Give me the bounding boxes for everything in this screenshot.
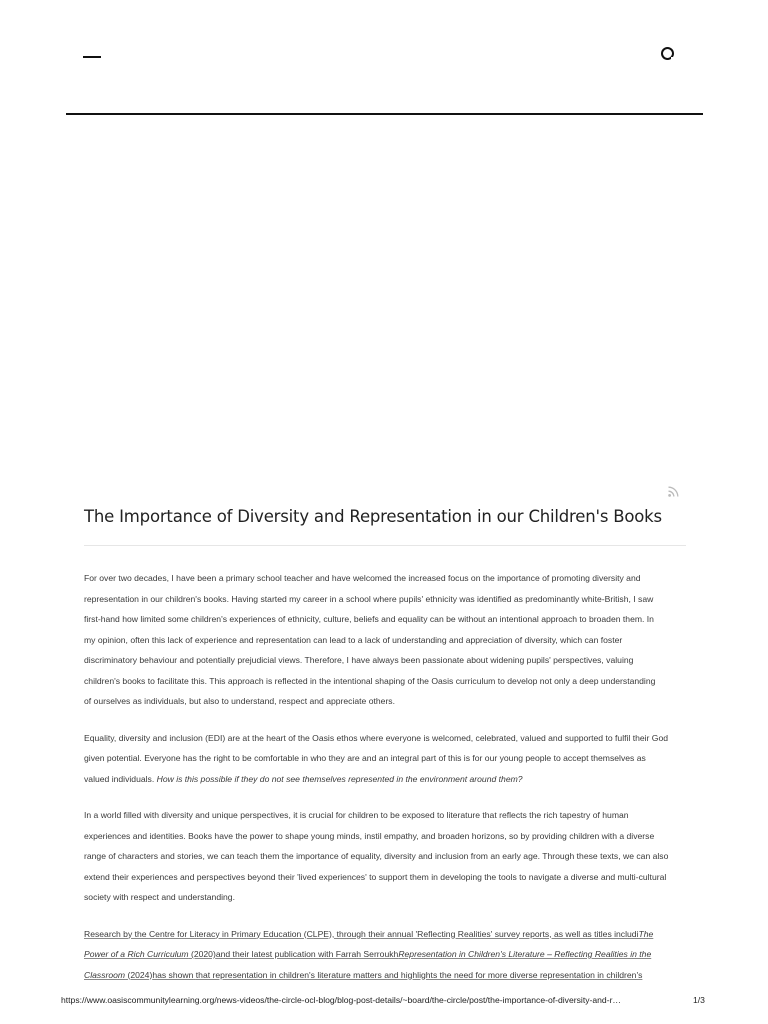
text-line[interactable] bbox=[84, 965, 696, 986]
footer-url: https://www.oasiscommunitylearning.org/news-videos/the-circle-ocl-blog/blog-post-details/~board/the-circle/post/the-importance-of-diversity-and-r… bbox=[61, 995, 622, 1005]
article-title: The Importance of Diversity and Representation in our Children's Books bbox=[84, 507, 662, 526]
book-title[interactable]: Classroom bbox=[84, 969, 126, 980]
text-line: range of characters and stories, we can teach them the importance of equality, diversity and inclusion from an early age. Through these texts, we can also bbox=[84, 851, 669, 861]
text-line: extend their experiences and perspectives beyond their 'lived experiences' to support them in developing the tools to navigate a diverse and multi-cultural bbox=[84, 871, 667, 882]
text-line: For over two decades, I have been a primary school teacher and have welcomed the increased focus on the importance of promoting diversity and bbox=[84, 573, 641, 583]
text-line: Equality, diversity and inclusion (EDI) are at the heart of the Oasis ethos where everyone is welcomed, celebrated, valued and supported to fulfil their God bbox=[84, 732, 669, 743]
research-link[interactable]: Research by the Centre for Literacy in Primary Education (CLPE), through their annual 'Reflecting Realities' survey reports, as well as titles includi bbox=[84, 928, 639, 939]
text-line: of ourselves as individuals, but also to understand, respect and appreciate others. bbox=[84, 696, 395, 706]
text-line: discriminatory behaviour and potentially prejudicial views. Therefore, I have always been passionate about widening pupils' perspectives, valuing bbox=[84, 655, 634, 665]
text-line bbox=[84, 769, 696, 790]
text-line: first-hand how limited some children's experiences of ethnicity, culture, beliefs and equality can be without an intentional approach to broaden them. In bbox=[84, 614, 654, 624]
text-line: children's books to facilitate this. This approach is reflected in the intentional shaping of the Oasis curriculum to develop not only a deep understanding bbox=[84, 675, 656, 686]
paragraph-3 bbox=[84, 805, 696, 908]
text-line: given potential. Everyone has the right to be comfortable in who they are and an integral part of this is for our young people to accept themselves as bbox=[84, 753, 646, 763]
paragraph-1 bbox=[84, 568, 696, 712]
text-line: my opinion, often this lack of experience and representation can lead to a lack of understanding and appreciation of diversity, which can foster bbox=[84, 634, 623, 645]
text-run[interactable]: has shown bbox=[152, 969, 194, 980]
book-title[interactable]: Representation in Children's Literature – Reflecting Realities in the bbox=[398, 949, 652, 959]
text-run: valued individuals. bbox=[84, 773, 157, 784]
text-line: society with respect and understanding. bbox=[84, 892, 235, 902]
paragraph-4 bbox=[84, 924, 696, 986]
text-run: that representation in children's literature matters and highlights the need for more diverse representation in children's bbox=[195, 969, 643, 980]
rss-icon[interactable] bbox=[668, 486, 679, 497]
italic-question: How is this possible if they do not see themselves represented in the environment around them? bbox=[156, 773, 523, 784]
text-run[interactable]: (2024) bbox=[125, 969, 153, 980]
hamburger-menu-icon[interactable] bbox=[83, 56, 101, 58]
text-run[interactable]: (2020) bbox=[188, 949, 216, 959]
article-body bbox=[84, 568, 696, 1001]
text-run[interactable]: and their latest publication with Farrah Serroukh bbox=[215, 949, 399, 959]
text-line[interactable] bbox=[84, 944, 696, 965]
text-line: experiences and identities. Books have the power to shape young minds, instil empathy, and broaden horizons, so by providing children with a diverse bbox=[84, 830, 655, 841]
title-divider bbox=[84, 545, 686, 546]
paragraph-2 bbox=[84, 728, 696, 790]
search-icon[interactable] bbox=[661, 47, 674, 60]
text-line: In a world filled with diversity and unique perspectives, it is crucial for children to be exposed to literature that reflects the rich tapestry of human bbox=[84, 810, 629, 820]
text-line: representation in our children's books. Having started my career in a school where pupils' ethnicity was identified as predominantly white-British, I saw bbox=[84, 593, 654, 604]
page-indicator: 1/3 bbox=[693, 995, 705, 1005]
book-title[interactable]: Power of a Rich Curriculum bbox=[84, 949, 189, 959]
book-title[interactable]: The bbox=[638, 928, 654, 939]
text-line[interactable] bbox=[84, 924, 696, 945]
header-divider bbox=[66, 113, 703, 115]
